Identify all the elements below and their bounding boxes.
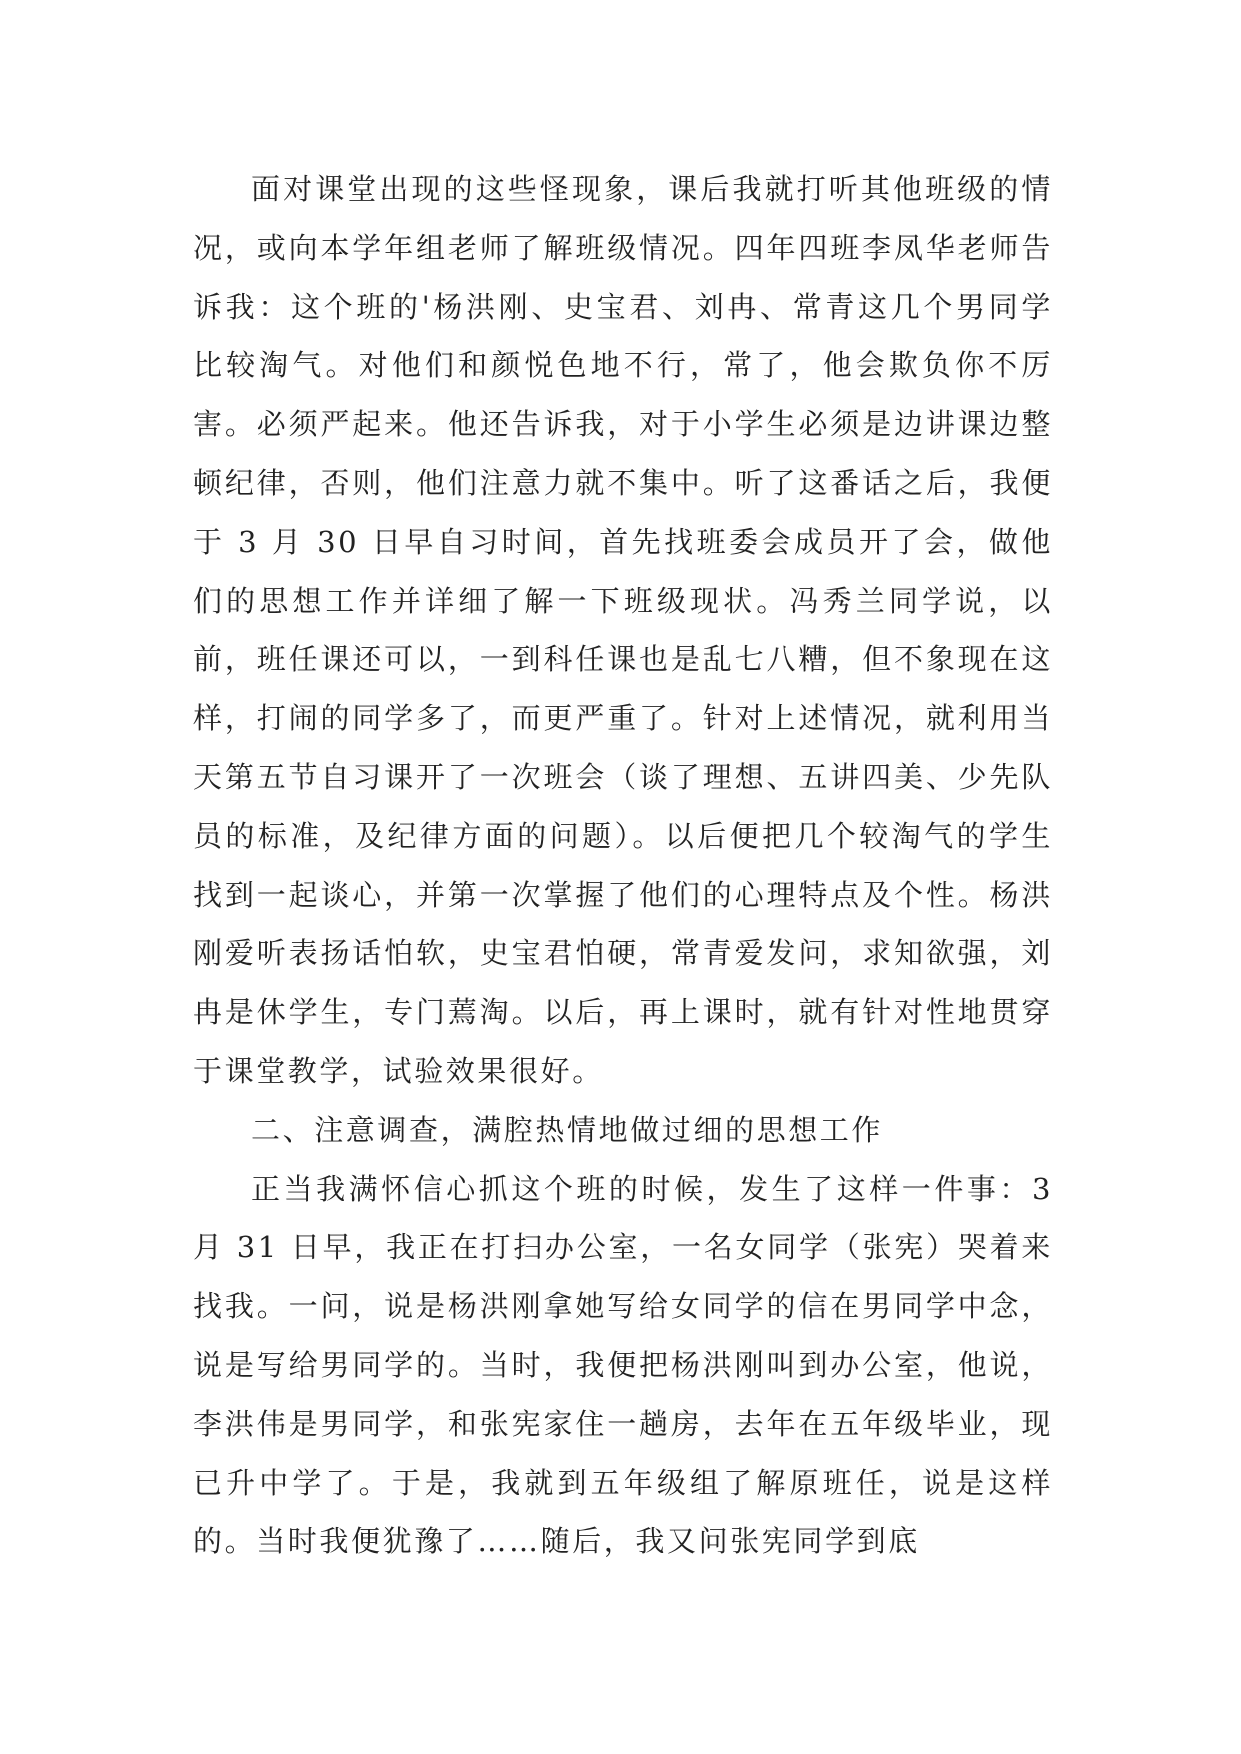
paragraph-1: 面对课堂出现的这些怪现象，课后我就打听其他班级的情况，或向本学年组老师了解班级情况。四年四班李凤华老师告诉我：这个班的'杨洪刚、史宝君、刘冉、常青这几个男同学比较淘气。对他们和颜悦色地不行，常了，他会欺负你不厉害。必须严起来。他还告诉我，对于小学生必须是边讲课边整顿纪律，否则，他们注意力就不集中。听了这番话之后，我便于 3 月 30 日早自习时间，首先找班委会成员开了会，做他们的思想工作并详细了解一下班级现状。冯秀兰同学说，以前，班任课还可以，一到科任课也是乱七八糟，但不象现在这样，打闹的同学多了，而更严重了。针对上述情况，就利用当天第五节自习课开了一次班会（谈了理想、五讲四美、少先队员的标准，及纪律方面的问题）。以后便把几个较淘气的学生找到一起谈心，并第一次掌握了他们的心理特点及个性。杨洪刚爱听表扬话怕软，史宝君怕硬，常青爱发问，求知欲强，刘冉是休学生，专门蔫淘。以后，再上课时，就有针对性地贯穿于课堂教学，试验效果很好。 (193, 172, 1053, 1088)
section-heading: 二、注意调查，满腔热情地做过细的思想工作 (251, 1112, 884, 1147)
paragraph-2: 正当我满怀信心抓这个班的时候，发生了这样一件事：3 月 31 日早，我正在打扫办公室，一名女同学（张宪）哭着来找我。一问，说是杨洪刚拿她写给女同学的信在男同学中念，说是写给男同学的。当时，我便把杨洪刚叫到办公室，他说，李洪伟是男同学，和张宪家住一趟房，去年在五年级毕业，现已升中学了。于是，我就到五年级组了解原班任，说是这样的。当时我便犹豫了……随后，我又问张宪同学到底 (193, 1171, 1053, 1559)
document-body (193, 160, 1053, 1571)
